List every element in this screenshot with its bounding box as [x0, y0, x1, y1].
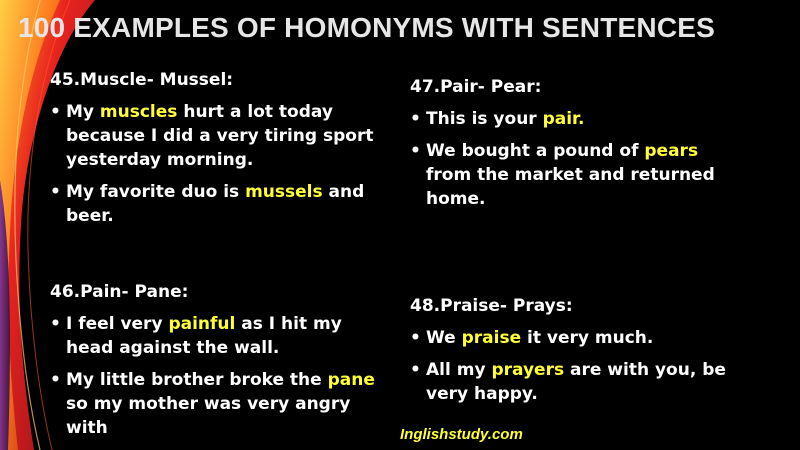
- sentence-text: We: [426, 328, 462, 348]
- homonym-section-48: [410, 296, 750, 414]
- highlighted-word: pair.: [542, 109, 585, 129]
- bullet-list: [50, 100, 380, 228]
- example-sentence: [50, 368, 380, 440]
- sentence-text: My little brother broke the: [66, 370, 328, 390]
- section-heading: 47.Pair- Pear:: [410, 77, 542, 97]
- highlighted-word: pane: [327, 370, 375, 390]
- page-title: 100 EXAMPLES OF HOMONYMS WITH SENTENCES: [18, 12, 715, 43]
- sentence-text: from the market and returned home.: [426, 165, 715, 209]
- highlighted-word: prayers: [491, 360, 565, 380]
- sentence-text: This is your: [426, 109, 543, 129]
- sentence-text: are with you, be very happy.: [426, 360, 726, 404]
- example-sentence: [50, 100, 380, 172]
- homonym-section-47: [410, 77, 740, 219]
- site-watermark: Inglishstudy.com: [400, 426, 523, 443]
- highlighted-word: praise: [461, 328, 522, 348]
- bullet-list: [410, 107, 740, 211]
- homonym-section-46: [50, 282, 380, 448]
- example-sentence: [50, 312, 380, 360]
- section-heading: 48.Praise- Prays:: [410, 296, 573, 316]
- sentence-text: so my mother was very angry with: [66, 394, 351, 438]
- example-sentence: [410, 358, 750, 406]
- sentence-text: it very much.: [521, 328, 654, 348]
- example-sentence: [410, 326, 750, 350]
- bullet-list: [410, 326, 750, 406]
- sentence-text: All my: [426, 360, 492, 380]
- sentence-text: as I hit my head against the wall.: [66, 314, 342, 358]
- example-sentence: [410, 139, 740, 211]
- example-sentence: [410, 107, 740, 131]
- highlighted-word: painful: [168, 314, 236, 334]
- section-heading: 45.Muscle- Mussel:: [50, 70, 234, 90]
- sentence-text: My favorite duo is: [66, 182, 246, 202]
- sentence-text: I feel very: [66, 314, 169, 334]
- sentence-text: My: [66, 102, 100, 122]
- example-sentence: [50, 180, 380, 228]
- sentence-text: and beer.: [66, 182, 365, 226]
- highlighted-word: muscles: [99, 102, 178, 122]
- sentence-text: We bought a pound of: [426, 141, 645, 161]
- section-heading: 46.Pain- Pane:: [50, 282, 189, 302]
- highlighted-word: pears: [644, 141, 699, 161]
- homonym-section-45: [50, 70, 380, 236]
- sentence-text: hurt a lot today because I did a very tiring sport yesterday morning.: [66, 102, 374, 170]
- bullet-list: [50, 312, 380, 440]
- highlighted-word: mussels: [245, 182, 323, 202]
